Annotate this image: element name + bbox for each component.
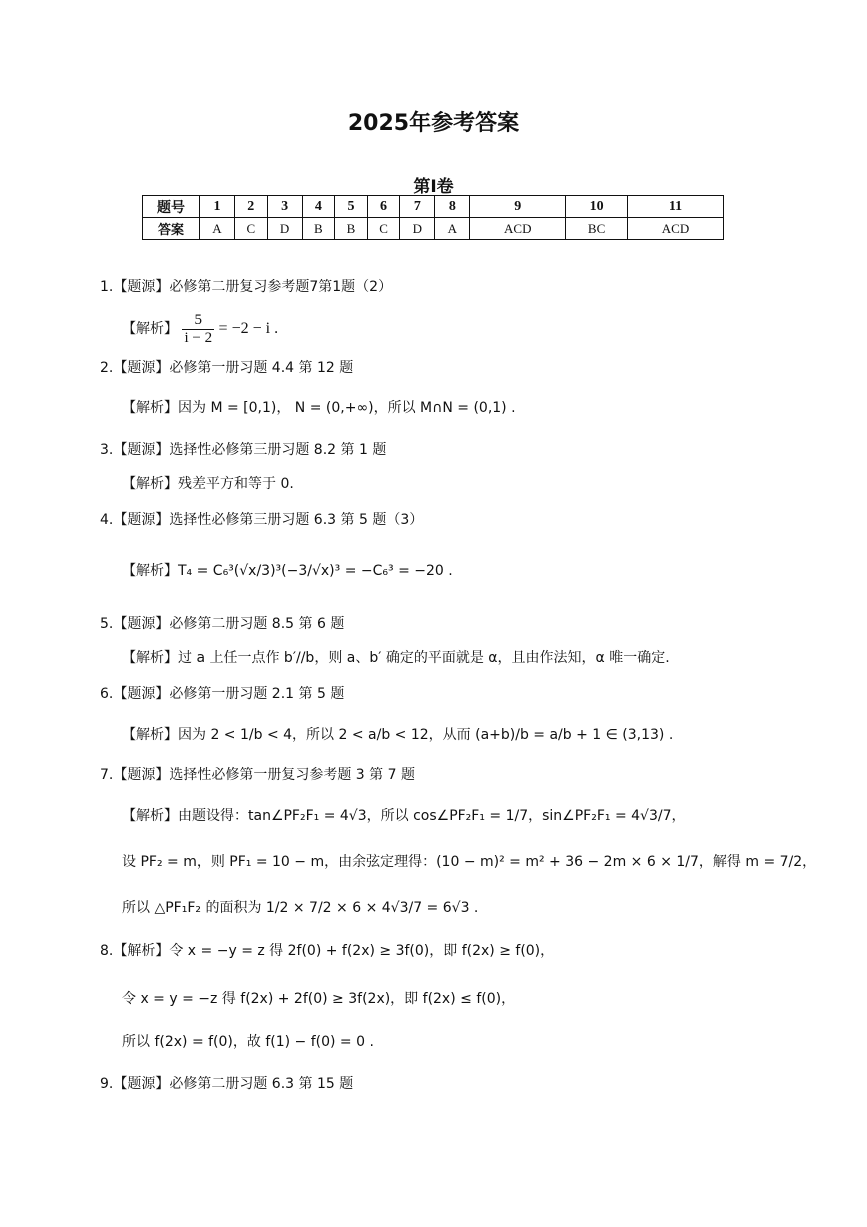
table-cell: BC: [566, 218, 628, 240]
q9-source: 9.【题源】必修第二册习题 6.3 第 15 题: [100, 1076, 354, 1092]
q1-rest: = −2 − i .: [218, 320, 279, 337]
q3-source: 3.【题源】选择性必修第三册习题 8.2 第 1 题: [100, 442, 387, 458]
table-cell: B: [302, 218, 335, 240]
q1-denominator: i − 2: [184, 329, 213, 346]
table-cell: 1: [200, 196, 235, 218]
table-cell: 10: [566, 196, 628, 218]
table-row-answers: [143, 218, 724, 240]
q7-solution-line3: 所以 △PF₁F₂ 的面积为 1/2 × 7/2 × 6 × 4√3/7 = 6√3 .: [122, 900, 479, 916]
table-cell: B: [335, 218, 368, 240]
table-cell: 6: [367, 196, 400, 218]
q4-solution: 【解析】T₄ = C₆³(√x/3)³(−3/√x)³ = −C₆³ = −20 .: [122, 563, 453, 579]
q8-solution-line2: 令 x = y = −z 得 f(2x) + 2f(0) ≥ 3f(2x)，即 f(2x) ≤ f(0)，: [122, 991, 516, 1007]
q4-source: 4.【题源】选择性必修第三册习题 6.3 第 5 题（3）: [100, 512, 424, 528]
q8-solution-line1: 8.【解析】令 x = −y = z 得 2f(0) + f(2x) ≥ 3f(0)，即 f(2x) ≥ f(0)，: [100, 943, 555, 959]
q1-fraction: [182, 312, 214, 346]
q5-source: 5.【题源】必修第二册习题 8.5 第 6 题: [100, 616, 345, 632]
table-cell: ACD: [628, 218, 724, 240]
q7-solution-line1: 【解析】由题设得：tan∠PF₂F₁ = 4√3，所以 cos∠PF₂F₁ = 1/7，sin∠PF₂F₁ = 4√3/7，: [122, 808, 686, 824]
table-cell: 8: [435, 196, 470, 218]
q2-source: 2.【题源】必修第一册习题 4.4 第 12 题: [100, 360, 354, 376]
table-cell: ACD: [470, 218, 566, 240]
section-title: 第Ⅰ卷: [413, 177, 454, 197]
table-cell: 7: [400, 196, 435, 218]
table-cell: A: [435, 218, 470, 240]
answer-table: [142, 195, 724, 240]
row-label-numbers: 题号: [143, 196, 200, 218]
q7-source: 7.【题源】选择性必修第一册复习参考题 3 第 7 题: [100, 767, 415, 783]
q6-source: 6.【题源】必修第一册习题 2.1 第 5 题: [100, 686, 345, 702]
table-cell: 3: [267, 196, 302, 218]
q5-solution: 【解析】过 a 上任一点作 b′//b，则 a、b′ 确定的平面就是 α，且由作法知，α 唯一确定.: [122, 650, 670, 666]
q6-solution: 【解析】因为 2 < 1/b < 4，所以 2 < a/b < 12，从而 (a+b)/b = a/b + 1 ∈ (3,13) .: [122, 727, 674, 743]
q8-solution-line3: 所以 f(2x) = f(0)，故 f(1) − f(0) = 0 .: [122, 1034, 374, 1050]
table-cell: C: [235, 218, 268, 240]
q3-solution: 【解析】残差平方和等于 0.: [122, 476, 294, 492]
table-cell: D: [400, 218, 435, 240]
q1-solution: [122, 312, 278, 346]
q1-label: 【解析】: [122, 321, 178, 337]
table-row-numbers: [143, 196, 724, 218]
q7-solution-line2: 设 PF₂ = m，则 PF₁ = 10 − m，由余弦定理得：(10 − m)² = m² + 36 − 2m × 6 × 1/7，解得 m = 7/2，: [122, 854, 817, 870]
table-cell: 5: [335, 196, 368, 218]
table-cell: 11: [628, 196, 724, 218]
page-title: 2025年参考答案: [347, 111, 520, 136]
table-cell: A: [200, 218, 235, 240]
table-cell: 4: [302, 196, 335, 218]
q2-solution: 【解析】因为 M = [0,1)， N = (0,+∞)，所以 M∩N = (0,1) .: [122, 400, 516, 416]
table-cell: 9: [470, 196, 566, 218]
table-cell: D: [267, 218, 302, 240]
q1-numerator: 5: [182, 312, 214, 330]
row-label-answers: 答案: [143, 218, 200, 240]
table-cell: 2: [235, 196, 268, 218]
q1-source: 1.【题源】必修第二册复习参考题7第1题（2）: [100, 279, 393, 295]
table-cell: C: [367, 218, 400, 240]
